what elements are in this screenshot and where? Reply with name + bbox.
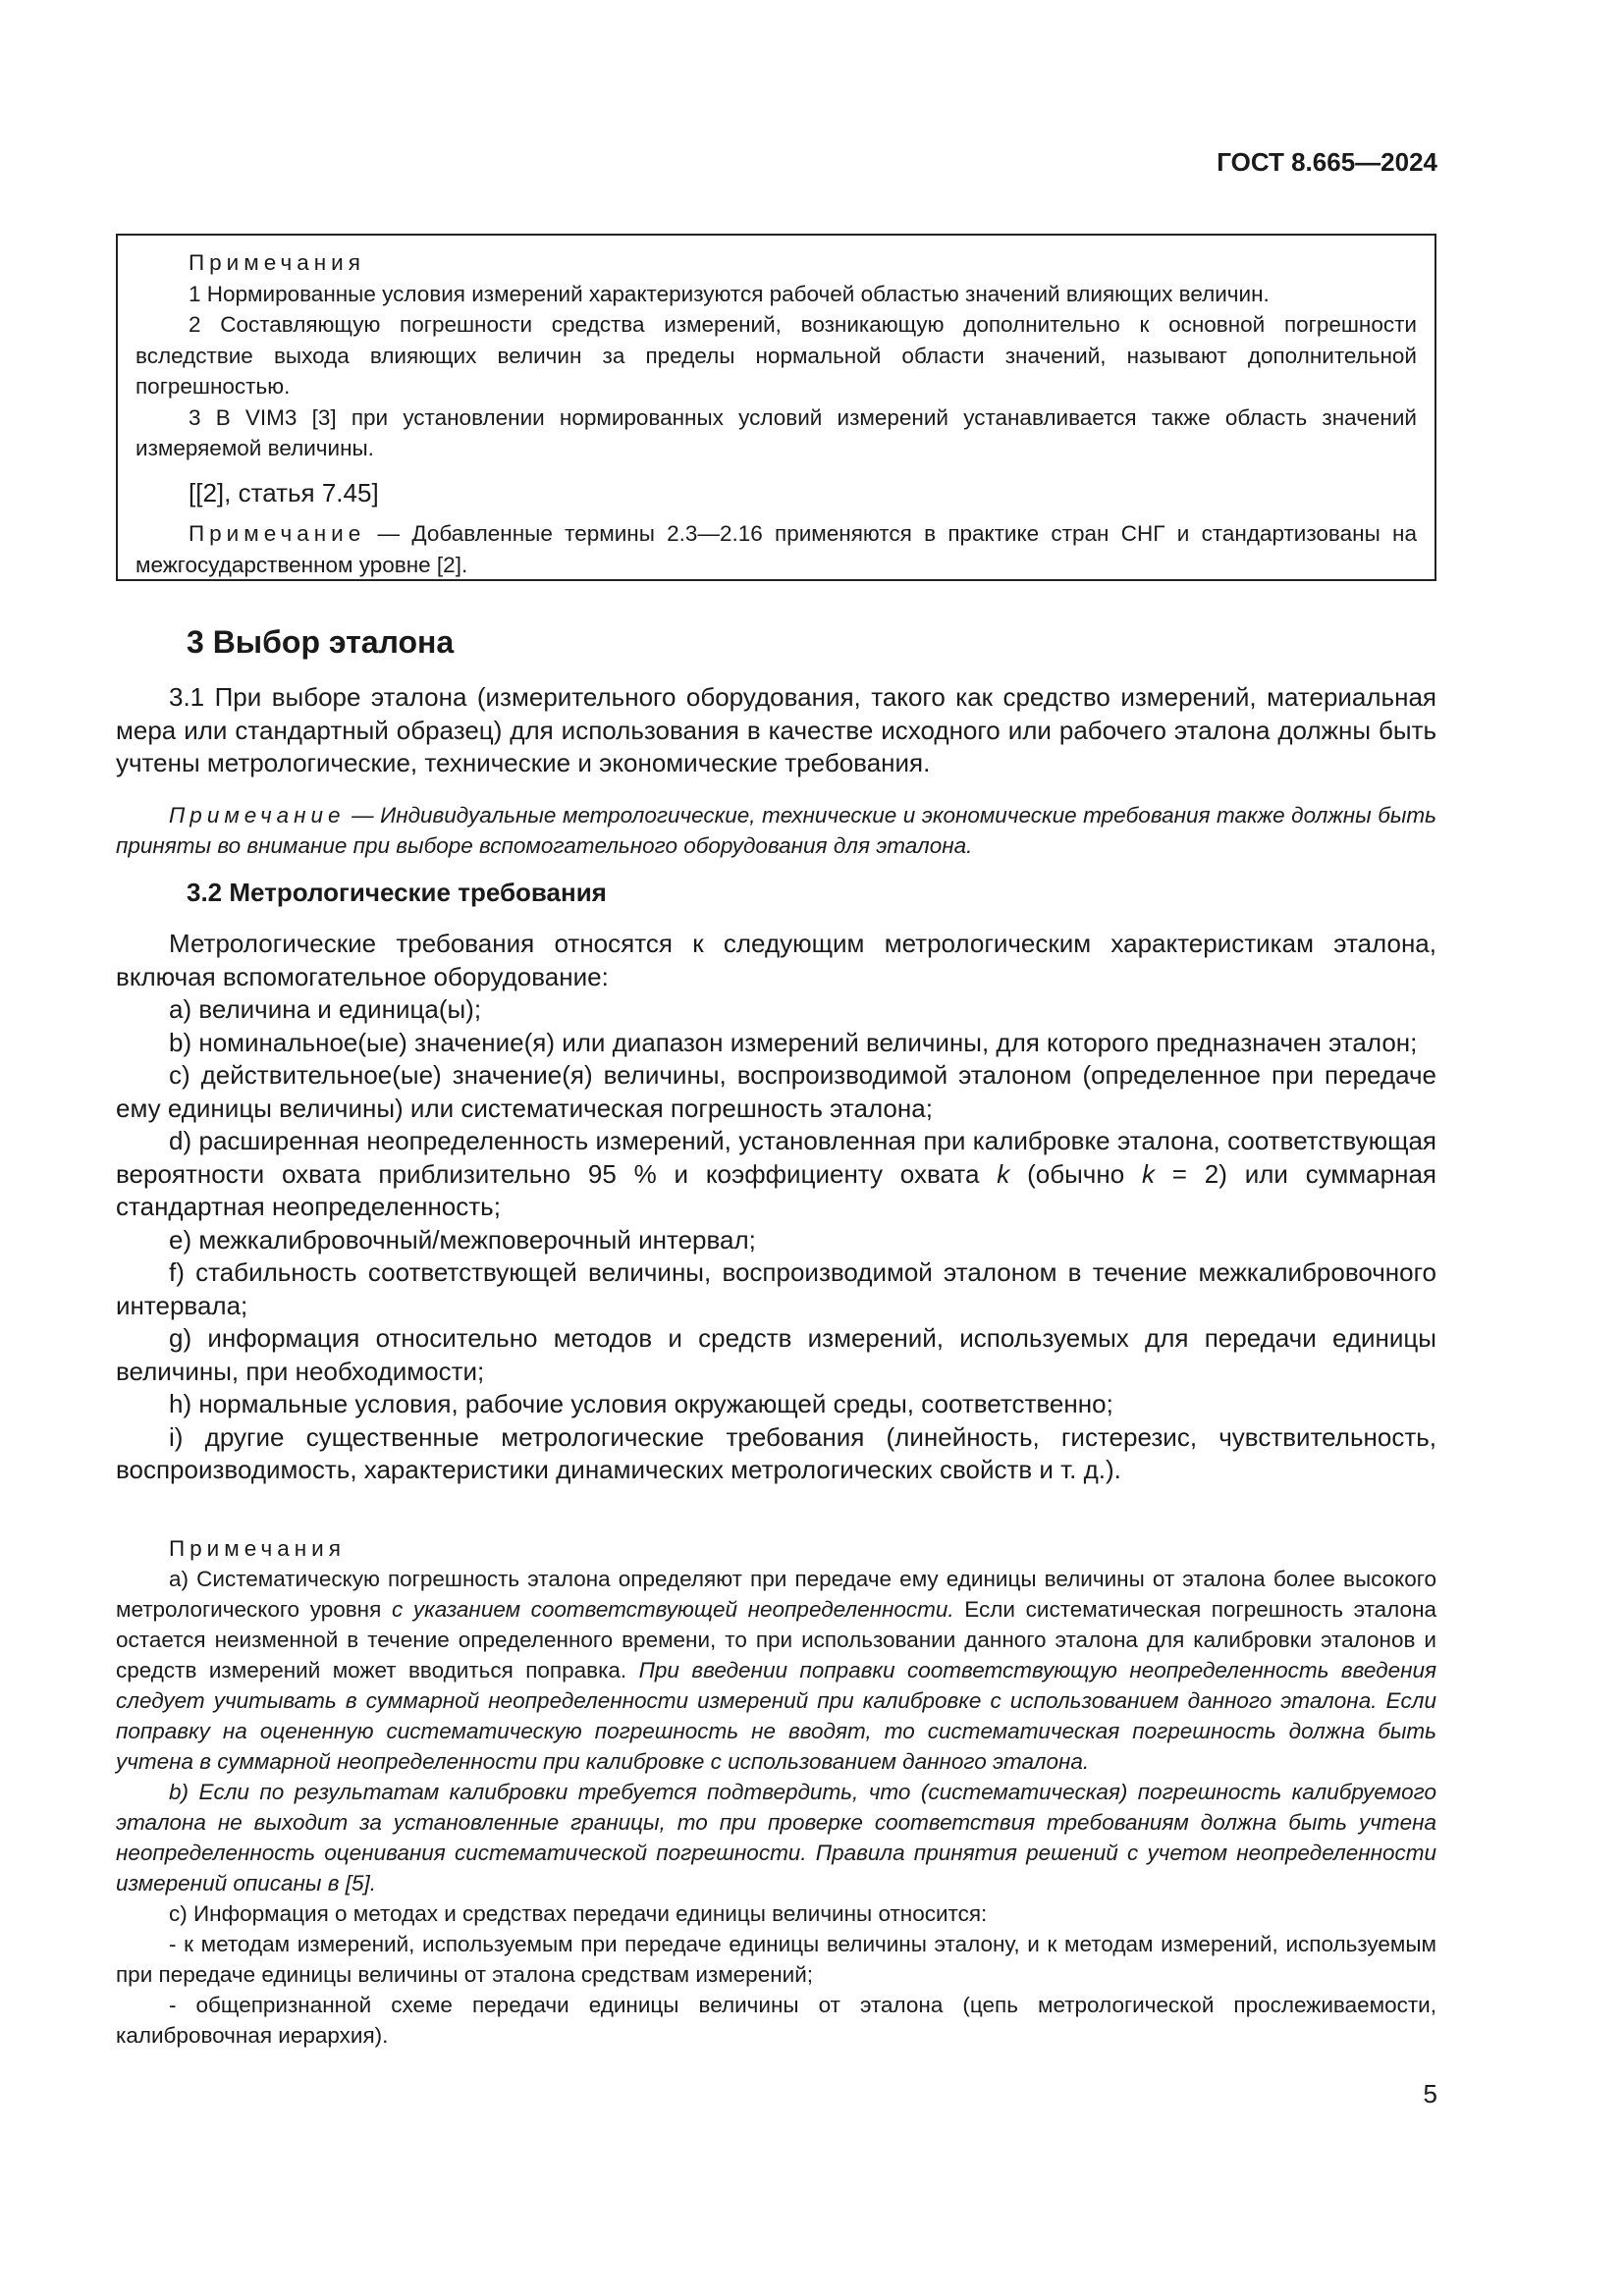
clause-3-1-text: 3.1 При выборе эталона (измерительного оборудования, такого как средство измерений, материальная мера или стандартный образец) для использования в качестве исходного или рабочего эталона должны быть учтены метрологические, технические и экономические требования. <box>116 682 1436 777</box>
note-a-text: с указанием соответствующей неопределенности. <box>391 1597 954 1622</box>
list-item-text: = 2) или суммарная стандартная неопределенность; <box>116 1158 1436 1221</box>
subsection-title: 3.2 Метрологические требования <box>187 878 607 907</box>
list-item: g) информация относительно методов и средств измерений, используемых для передачи единицы величины, при необходимости; <box>116 1323 1436 1386</box>
note-label: Примечание <box>169 803 346 828</box>
note-a-text: a) Систематическую погрешность эталона определяют при передаче ему единицы величины от эталона более высокого метрологического уровня <box>116 1567 1436 1622</box>
section-title: 3 Выбор эталона <box>187 624 455 660</box>
note-c-item: - к методам измерений, используемым при передаче единицы величины эталону, и к методам измерений, используемым при передаче единицы величины от эталона средствам измерений; <box>116 1932 1436 1987</box>
coverage-factor-symbol: k <box>1141 1158 1155 1189</box>
notes-heading: Примечания <box>169 1536 346 1561</box>
note-c: c) Информация о методах и средствах передачи единицы величины относится: <box>169 1901 988 1926</box>
notes-heading: Примечания <box>189 250 365 275</box>
page-number: 5 <box>1423 2079 1437 2109</box>
requirements-list <box>116 928 1436 1487</box>
list-item: f) стабильность соответствующей величины, воспроизводимой эталоном в течение межкалибровочного интервала; <box>116 1257 1436 1320</box>
note-a-text: При введении поправки соответствующую неопределенность введения следует учитывать в суммарной неопределенности измерений при калибровке с использованием данного эталона. Если поправку на оцененную систематическую погрешность не вводят, то систематическая погрешность должна быть учтена в суммарной неопределенности при калибровке с использованием данного эталона. <box>116 1658 1436 1774</box>
list-item: a) величина и единица(ы); <box>169 994 482 1024</box>
list-item <box>116 1125 1436 1224</box>
added-terms-note <box>135 518 1417 580</box>
list-item: b) номинальное(ые) значение(я) или диапазон измерений величины, для которого предназначен эталон; <box>169 1027 1418 1057</box>
note-c-item: - общепризнанной схеме передачи единицы величины от эталона (цепь метрологической прослеживаемости, калибровочная иерархия). <box>116 1993 1436 2048</box>
section-3 <box>116 624 1436 661</box>
list-item: c) действительное(ые) значение(я) величины, воспроизводимой эталоном (определенное при передаче ему единицы величины) или систематическая погрешность эталона; <box>116 1060 1436 1123</box>
source-reference: [[2], статья 7.45] <box>189 477 379 507</box>
note-text: — Добавленные термины 2.3—2.16 применяются в практике стран СНГ и стандартизованы на межгосударственном уровне [2]. <box>135 521 1417 577</box>
list-item: e) межкалибровочный/межповерочный интервал; <box>169 1224 756 1255</box>
note-a <box>116 1564 1436 1777</box>
note-item-3: 3 В VIM3 [3] при установлении нормированных условий измерений устанавливается также область значений измеряемой величины. <box>135 404 1417 460</box>
list-item-text: (обычно <box>1009 1158 1142 1189</box>
requirements-intro: Метрологические требования относятся к следующим метрологическим характеристикам эталона, включая вспомогательное оборудование: <box>116 929 1436 991</box>
note-item-2: 2 Составляющую погрешности средства измерений, возникающую дополнительно к основной погрешности вследствие выхода влияющих величин за пределы нормальной области значений, называют дополнительной погрешностью. <box>135 312 1417 399</box>
coverage-factor-symbol: k <box>997 1158 1010 1189</box>
note-label: Примечание <box>189 521 366 546</box>
notes-box <box>116 234 1436 581</box>
clause-3-2 <box>116 878 1436 908</box>
clause-3-1 <box>116 681 1436 780</box>
list-item: h) нормальные условия, рабочие условия окружающей среды, соответственно; <box>169 1389 1113 1418</box>
clause-3-1-note <box>116 800 1436 861</box>
list-item-text: d) расширенная неопределенность измерений, установленная при калибровке эталона, соответствующая вероятности охвата приблизительно 95 % и коэффициенту охвата <box>116 1126 1436 1189</box>
clause-3-2-notes <box>116 1533 1436 2051</box>
clause-3-1-note-text <box>116 800 1436 861</box>
note-b: b) Если по результатам калибровки требуется подтвердить, что (систематическая) погрешность калибруемого эталона не выходит за установленные границы, то при проверке соответствия требованиям должна быть учтена неопределенность оценивания систематической погрешности. Правила принятия решений с учетом неопределенности измерений описаны в [5]. <box>116 1780 1436 1896</box>
document-code: ГОСТ 8.665—2024 <box>1217 147 1437 177</box>
note-item-1: 1 Нормированные условия измерений характеризуются рабочей областью значений влияющих величин. <box>189 281 1270 306</box>
note-a-text: Если систематическая погрешность эталона остается неизменной в течение определенного времени, то при использовании данного эталона для калибровки эталонов и средств измерений может вводиться поправка. <box>116 1597 1437 1682</box>
note-text: — Индивидуальные метрологические, технические и экономические требования также должны быть приняты во внимание при выборе вспомогательного оборудования для эталона. <box>116 803 1436 858</box>
list-item: i) другие существенные метрологические требования (линейность, гистерезис, чувствительность, воспроизводимость, характеристики динамических метрологических свойств и т. д.). <box>116 1421 1436 1484</box>
